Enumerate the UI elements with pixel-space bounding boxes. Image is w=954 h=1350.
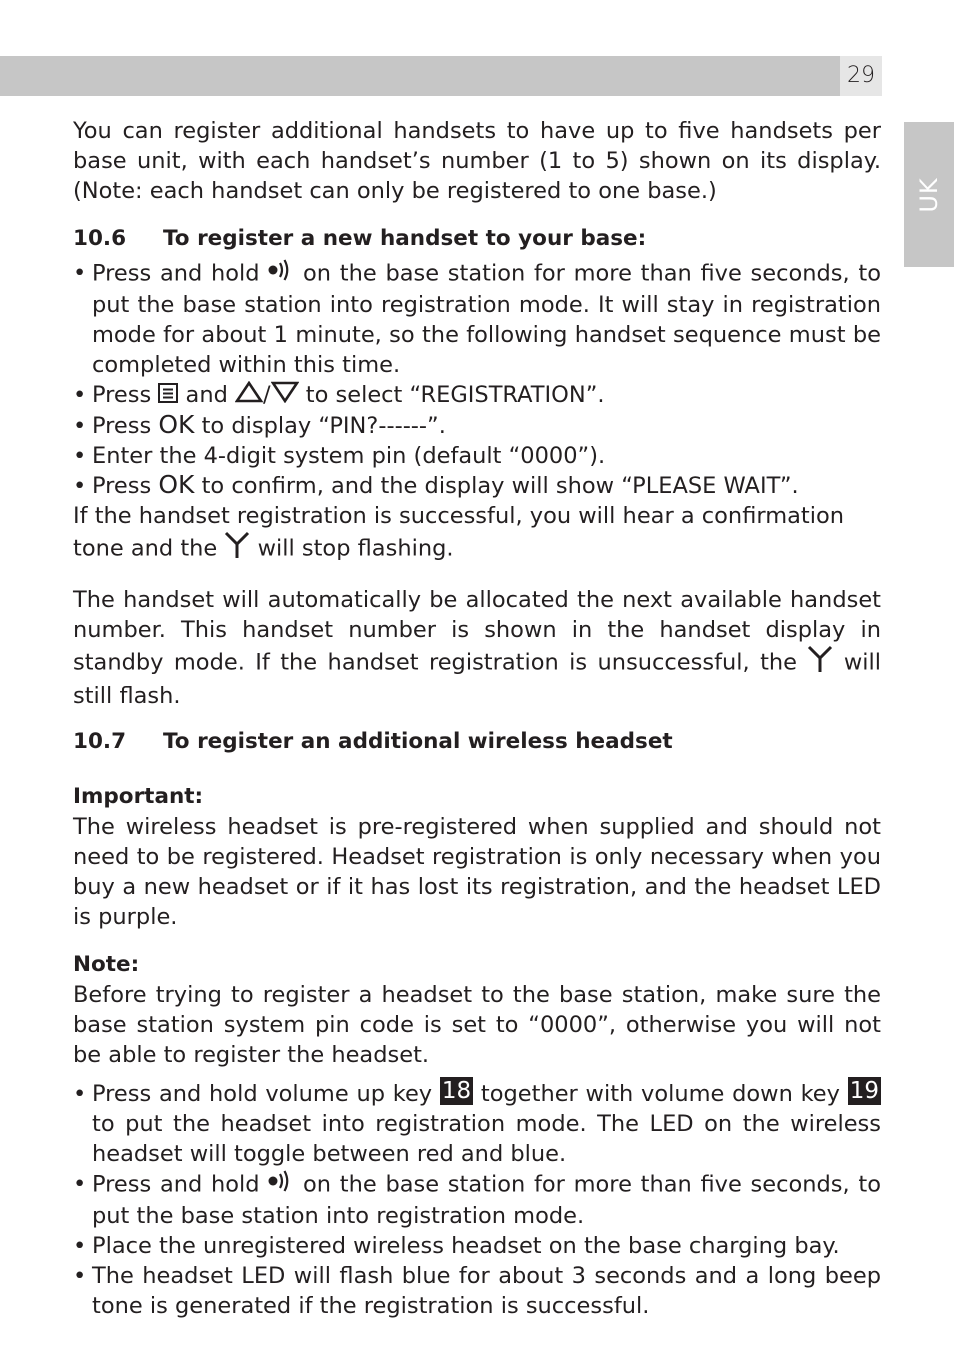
section-title: To register an additional wireless headset (163, 728, 673, 754)
step-text: on the base station for more than five seconds, to put the base station into registration mode. It will stay in registration mode for about 1 minute, so the following handset sequence must be completed within this time. (92, 260, 881, 378)
step-text: to select “REGISTRATION”. (305, 382, 605, 408)
step-text: Press (92, 412, 152, 439)
result-paragraph (73, 501, 881, 567)
down-arrow-icon (271, 381, 299, 411)
note-paragraph: Before trying to register a headset to the base station, make sure the base station system pin code is set to “0000”, otherwise you will not be able to register the headset. (73, 981, 881, 1068)
intro-paragraph: You can register additional handsets to have up to five handsets per base unit, with each handset’s number (1 to 5) shown on its display. (Note: each handset can only be registered to one base.) (73, 118, 881, 204)
paragraph-text: will stop flashing. (257, 535, 454, 561)
step-text: on the base station for more than five seconds, to put the base station into registration mode. (92, 1171, 881, 1229)
step-text: to confirm, and the display will show “PLEASE WAIT”. (201, 472, 799, 499)
paragraph-text: The handset will automatically be allocated the next available handset number. This handset number is shown in the handset display in standby mode. If the handset registration is unsuccessful, the (73, 586, 881, 675)
list-item (73, 1079, 881, 1169)
step-text: to display “PIN?------”. (201, 412, 446, 439)
step-text: Press and hold volume up key (92, 1080, 433, 1107)
note-label: Note: (73, 951, 140, 977)
section-10-7-heading (73, 727, 881, 757)
paging-icon (268, 1169, 294, 1201)
section-10-6-heading (73, 224, 881, 254)
list-item (73, 380, 881, 411)
section-number: 10.7 (73, 728, 127, 754)
slash-separator: / (263, 382, 271, 408)
section-title: To register a new handset to your base: (163, 226, 647, 251)
list-item (73, 1261, 881, 1321)
language-tab-label: UK (915, 176, 943, 213)
section-10-6-steps (73, 258, 881, 501)
antenna-icon (807, 645, 833, 681)
step-text: to put the headset into registration mode. The LED on the wireless headset will toggle between red and blue. (92, 1110, 881, 1167)
allocation-paragraph (73, 585, 881, 711)
menu-icon (158, 381, 178, 411)
page-content (73, 116, 881, 1321)
section-number: 10.6 (73, 226, 127, 251)
step-text: together with volume down key (480, 1080, 840, 1107)
step-text: Press and hold (92, 260, 260, 287)
step-text: Press (92, 382, 152, 408)
step-text: Place the unregistered wireless headset on the base charging bay. (92, 1232, 840, 1259)
list-item (73, 258, 881, 380)
step-text: and (185, 382, 228, 408)
antenna-icon (224, 531, 250, 567)
list-item (73, 1231, 881, 1261)
list-item (73, 471, 881, 501)
list-item (73, 411, 881, 441)
key-18-badge: 18 (441, 1077, 472, 1104)
section-10-7-steps (73, 1079, 881, 1321)
language-tab (904, 122, 954, 267)
step-text: The headset LED will flash blue for about 3 seconds and a long beep tone is generated if the registration is successful. (92, 1262, 881, 1319)
step-text: Press and hold (92, 1171, 260, 1197)
important-label: Important: (73, 783, 204, 809)
paragraph-text: If the handset registration is successful, you will hear a confirmation tone and the (73, 502, 845, 561)
step-text: Press (92, 472, 152, 499)
list-item (73, 1169, 881, 1231)
page-number: 29 (840, 56, 882, 96)
paging-icon (268, 258, 294, 290)
step-text: Enter the 4-digit system pin (default “0000”). (92, 442, 606, 469)
header-bar (0, 56, 882, 96)
important-paragraph: The wireless headset is pre-registered when supplied and should not need to be registered. Headset registration is only necessary when you buy a new headset or if it has lost its registration, and the headset LED is purple. (73, 813, 881, 930)
paragraph-text: will still flash. (73, 649, 882, 709)
ok-key-label: OK (158, 409, 195, 439)
up-arrow-icon (235, 381, 263, 411)
key-19-badge: 19 (849, 1077, 879, 1104)
list-item (73, 441, 881, 471)
ok-key-label: OK (158, 469, 195, 499)
